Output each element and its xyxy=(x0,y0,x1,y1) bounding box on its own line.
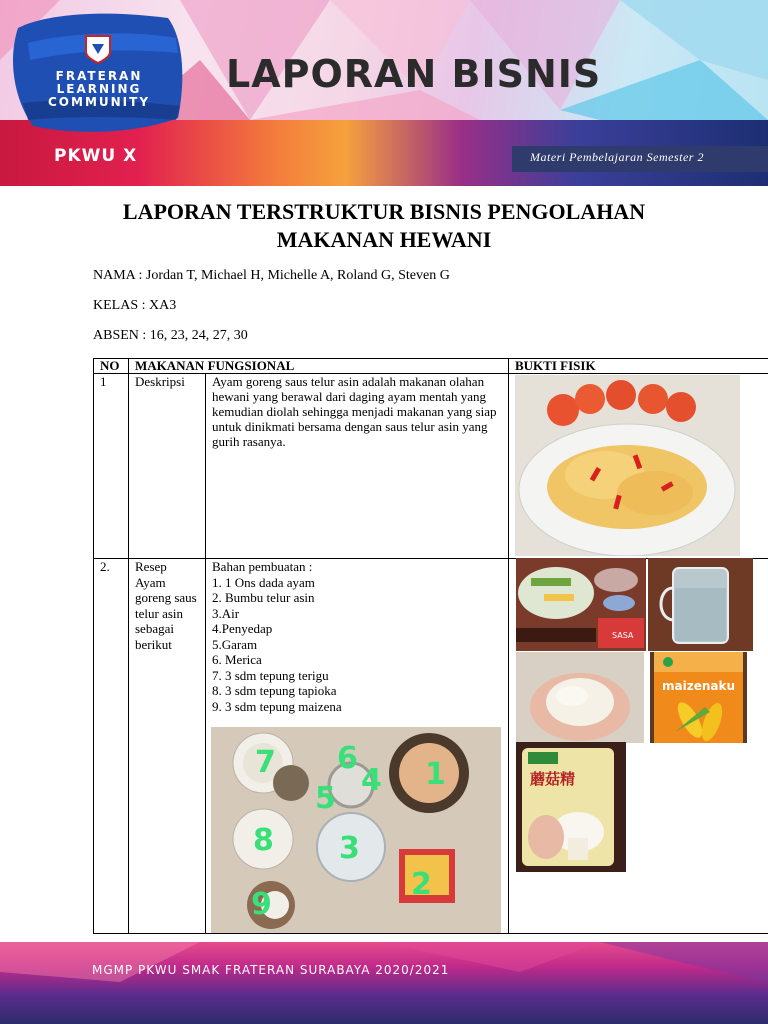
absen-field: ABSEN : 16, 23, 24, 27, 30 xyxy=(93,328,248,343)
nama-field: NAMA : Jordan T, Michael H, Michelle A, Roland G, Steven G xyxy=(93,268,450,283)
school-shield-icon xyxy=(84,34,112,64)
flour-hand-photo xyxy=(516,652,644,743)
ingredient-item: 5.Garam xyxy=(212,636,258,652)
photo-number: 4 xyxy=(361,763,382,798)
dish-photo xyxy=(515,375,740,556)
mushroom-powder-photo xyxy=(516,742,626,872)
photo-number-overlay xyxy=(211,727,501,933)
maizenaku-photo xyxy=(650,652,747,743)
photo-number: 7 xyxy=(255,745,276,780)
ingredient-item: 7. 3 sdm tepung terigu xyxy=(212,667,329,683)
water-photo xyxy=(648,558,753,651)
photo-number: 6 xyxy=(337,741,358,776)
kelas-field: KELAS : XA3 xyxy=(93,298,177,313)
footer-banner xyxy=(0,942,768,1024)
row2-label: Resep Ayam goreng saus telur asin sebagai berikut xyxy=(129,559,206,934)
ingredients-intro: Bahan pembuatan : xyxy=(212,559,313,574)
table-header-row xyxy=(94,359,768,374)
sasa-label: SASA xyxy=(612,631,634,640)
ingredient-item: 1. 1 Ons dada ayam xyxy=(212,574,315,590)
photo-number: 8 xyxy=(253,823,274,858)
photo-number: 9 xyxy=(251,887,272,922)
header-makanan: MAKANAN FUNGSIONAL xyxy=(129,359,509,374)
footer-text: MGMP PKWU SMAK FRATERAN SURABAYA 2020/2021 xyxy=(92,963,450,977)
photo-number: 5 xyxy=(315,781,336,816)
materi-label: Materi Pembelajaran Semester 2 xyxy=(530,150,704,164)
pkwu-label: PKWU X xyxy=(54,146,138,166)
numbered-ingredients-photo xyxy=(211,727,501,933)
row2-no: 2. xyxy=(94,559,129,934)
mushroom-label: 蘑菇精 xyxy=(530,770,576,788)
ingredient-item: 4.Penyedap xyxy=(212,621,273,636)
ingredient-item: 8. 3 sdm tepung tapioka xyxy=(212,683,337,698)
header-banner xyxy=(0,0,768,186)
photo-number: 3 xyxy=(339,831,360,866)
ingredient-item: 6. Merica xyxy=(212,652,262,667)
ingredient-item: 2. Bumbu telur asin xyxy=(212,590,315,605)
row1-label: Deskripsi xyxy=(129,374,206,559)
banner-title: LAPORAN BISNIS xyxy=(226,52,602,96)
ingredient-item: 3.Air xyxy=(212,605,240,621)
photo-number: 1 xyxy=(425,757,446,792)
maizenaku-label: maizenaku xyxy=(662,679,736,693)
row1-no: 1 xyxy=(94,374,129,559)
header-no: NO xyxy=(94,359,129,374)
document-title-line2: MAKANAN HEWANI xyxy=(276,227,492,252)
row1-description: Ayam goreng saus telur asin adalah makanan olahan hewani yang berawal dari daging ayam mentah yang kemudian diolah sehingga menjadi makanan yang siap untuk dinikmati bersama dengan saus telur asin yang gurih rasanya. xyxy=(206,374,509,559)
document-title xyxy=(60,198,708,254)
header-bukti: BUKTI FISIK xyxy=(509,359,768,374)
seasoning-photo xyxy=(516,558,646,651)
ingredient-item: 9. 3 sdm tepung maizena xyxy=(212,698,342,714)
logo-text: FRATERAN LEARNING COMMUNITY xyxy=(48,69,151,109)
photo-number: 2 xyxy=(411,867,432,902)
document-title-line1: LAPORAN TERSTRUKTUR BISNIS PENGOLAHAN xyxy=(122,199,646,224)
